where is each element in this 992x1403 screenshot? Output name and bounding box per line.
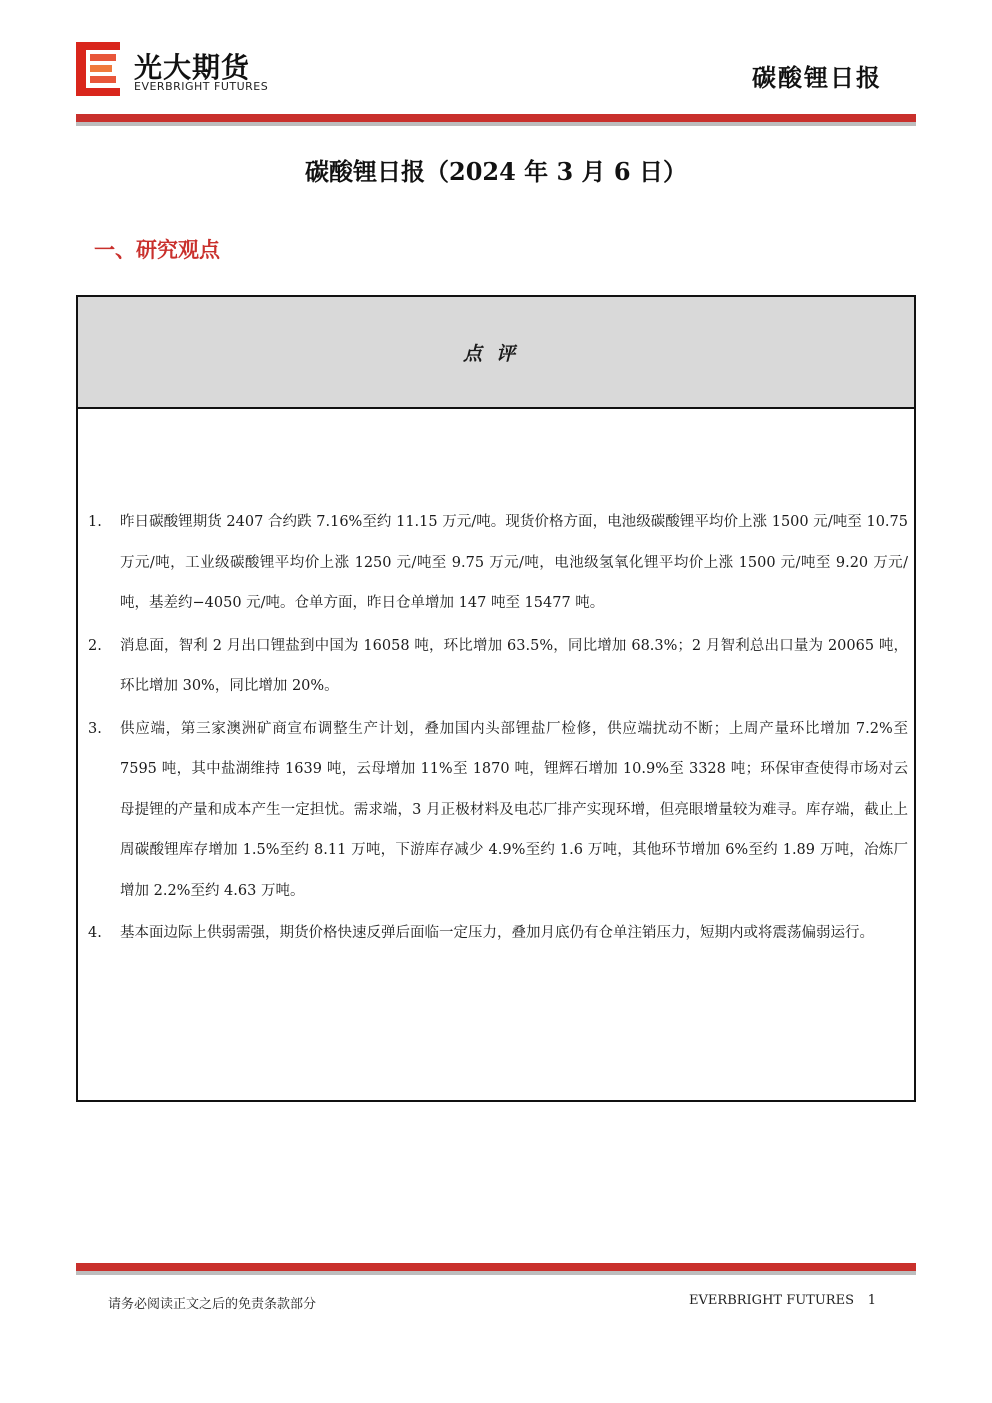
commentary-list [88, 502, 908, 956]
list-item [88, 913, 908, 954]
footer-disclaimer: 请务必阅读正文之后的免责条款部分 [108, 1297, 317, 1312]
page-title: 碳酸锂日报（2024 年 3 月 6 日） [305, 157, 687, 186]
list-item [88, 709, 908, 912]
item-text: 供应端，第三家澳洲矿商宣布调整生产计划，叠加国内头部锂盐厂检修，供应端扰动不断；上周产量环比增加 7.2%至 7595 吨，其中盐湖维持 1639 吨，云母增加 11%至 1870 吨，锂辉石增加 10.9%至 3328 吨；环保审查使得市场对云母提锂的产量和成本产生一定担忧。需求端，3 月正极材料及电芯厂排产实现环增，但亮眼增量较为难寻。库存端，截止上周碳酸锂库存增加 1.5%至约 8.11 万吨，下游库存减少 4.9%至约 1.6 万吨，其他环节增加 6%至约 1.89 万吨，冶炼厂增加 2.2%至约 4.63 万吨。 [120, 720, 908, 899]
header-divider [76, 114, 916, 126]
item-text: 基本面边际上供弱需强，期货价格快速反弹后面临一定压力，叠加月底仍有仓单注销压力，短期内或将震荡偏弱运行。 [120, 925, 874, 941]
item-text: 昨日碳酸锂期货 2407 合约跌 7.16%至约 11.15 万元/吨。现货价格方面，电池级碳酸锂平均价上涨 1500 元/吨至 10.75 万元/吨，工业级碳酸锂平均价上涨 1250 元/吨至 9.75 万元/吨，电池级氢氧化锂平均价上涨 1500 元/吨至 9.20 万元/吨，基差约−4050 元/吨。仓单方面，昨日仓单增加 147 吨至 15477 吨。 [120, 514, 908, 611]
table-header: 点评 [78, 297, 914, 409]
item-number: 2. [88, 637, 102, 654]
section-heading: 一、研究观点 [94, 238, 220, 262]
logo-chinese-name: 光大期货 [134, 51, 251, 84]
item-text: 消息面，智利 2 月出口锂盐到中国为 16058 吨，环比增加 63.5%，同比增加 68.3%；2 月智利总出口量为 20065 吨，环比增加 30%，同比增加 20%。 [120, 637, 908, 694]
list-item [88, 626, 908, 707]
list-item [88, 502, 908, 624]
item-number: 4. [88, 925, 102, 941]
header-report-name: 碳酸锂日报 [752, 64, 882, 92]
footer-brand: EVERBRIGHT FUTURES [689, 1293, 854, 1308]
everbright-logo-icon [76, 42, 120, 96]
logo-english-name: EVERBRIGHT FUTURES [134, 80, 269, 93]
commentary-table [76, 295, 916, 1102]
item-number: 1. [88, 514, 102, 530]
item-number: 3. [88, 720, 102, 737]
footer-divider [76, 1263, 916, 1275]
company-logo [76, 42, 286, 98]
page-number: 1 [867, 1293, 876, 1308]
